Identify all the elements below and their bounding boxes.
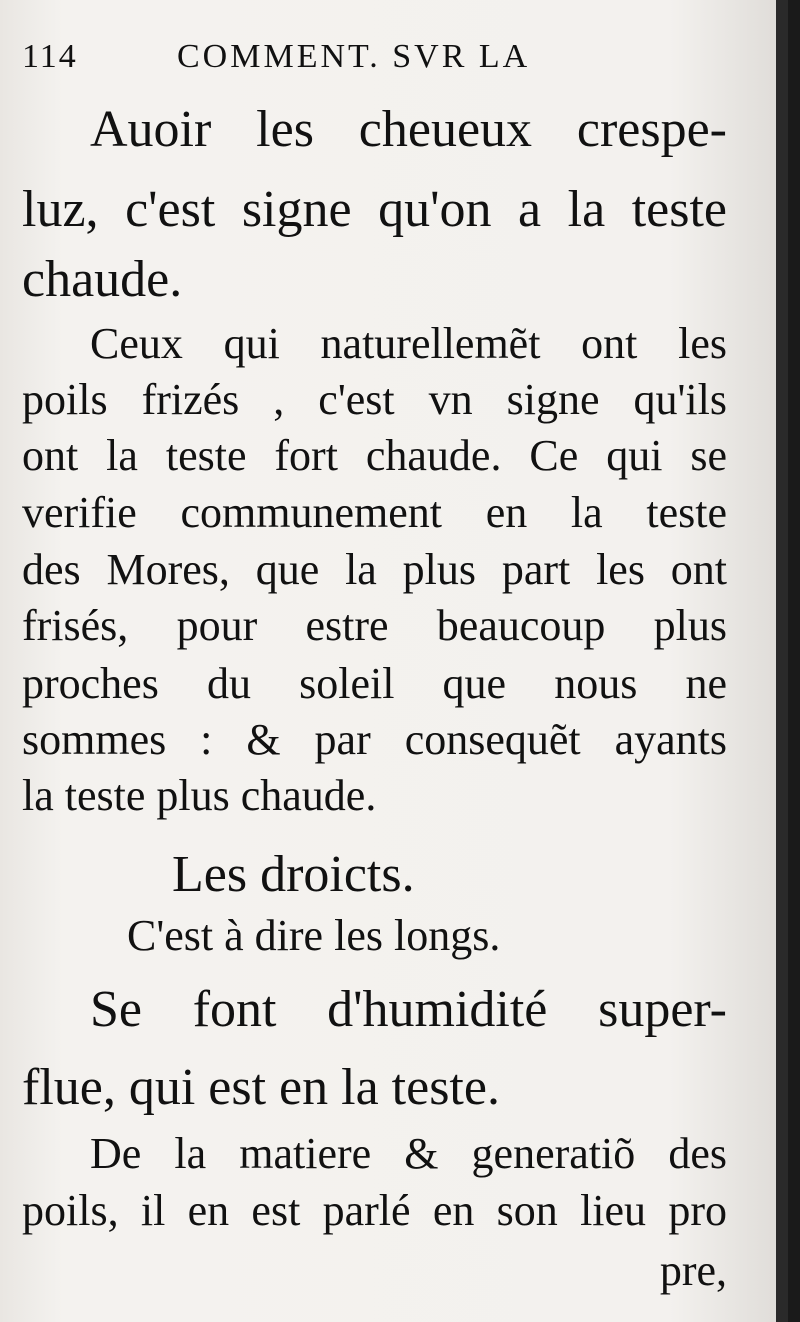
running-title: COMMENT. SVR LA	[177, 38, 531, 75]
text-line: flue, qui est en la teste.	[22, 1059, 500, 1116]
text-line: luz, c'est signe qu'on a la teste	[22, 181, 727, 238]
text-line: Auoir les cheueux crespe-	[90, 101, 727, 158]
text-line: Se font d'humidité super-	[90, 981, 727, 1038]
text-line: la teste plus chaude.	[22, 771, 377, 820]
text-line: De la matiere & generatiõ des	[90, 1129, 727, 1178]
page-header	[22, 38, 748, 88]
gloss-line: C'est à dire les longs.	[127, 911, 501, 960]
text-line: ont la teste fort chaude. Ce qui se	[22, 431, 727, 480]
section-heading: Les droicts.	[172, 846, 415, 903]
text-line: sommes : & par consequẽt ayants	[22, 715, 727, 764]
text-line: chaude.	[22, 251, 183, 308]
text-line: poils frizés , c'est vn signe qu'ils	[22, 375, 727, 424]
text-line: poils, il en est parlé en son lieu pro	[22, 1186, 727, 1235]
text-line: des Mores, que la plus part les ont	[22, 545, 727, 594]
catchword: pre,	[659, 1246, 727, 1295]
text-line: Ceux qui naturellemẽt ont les	[90, 319, 727, 368]
page-number: 114	[22, 38, 78, 75]
page-edge-shadow	[776, 0, 788, 1322]
text-line: proches du soleil que nous ne	[22, 659, 727, 708]
text-line: frisés, pour estre beaucoup plus	[22, 601, 727, 650]
text-line: verifie communement en la teste	[22, 488, 727, 537]
